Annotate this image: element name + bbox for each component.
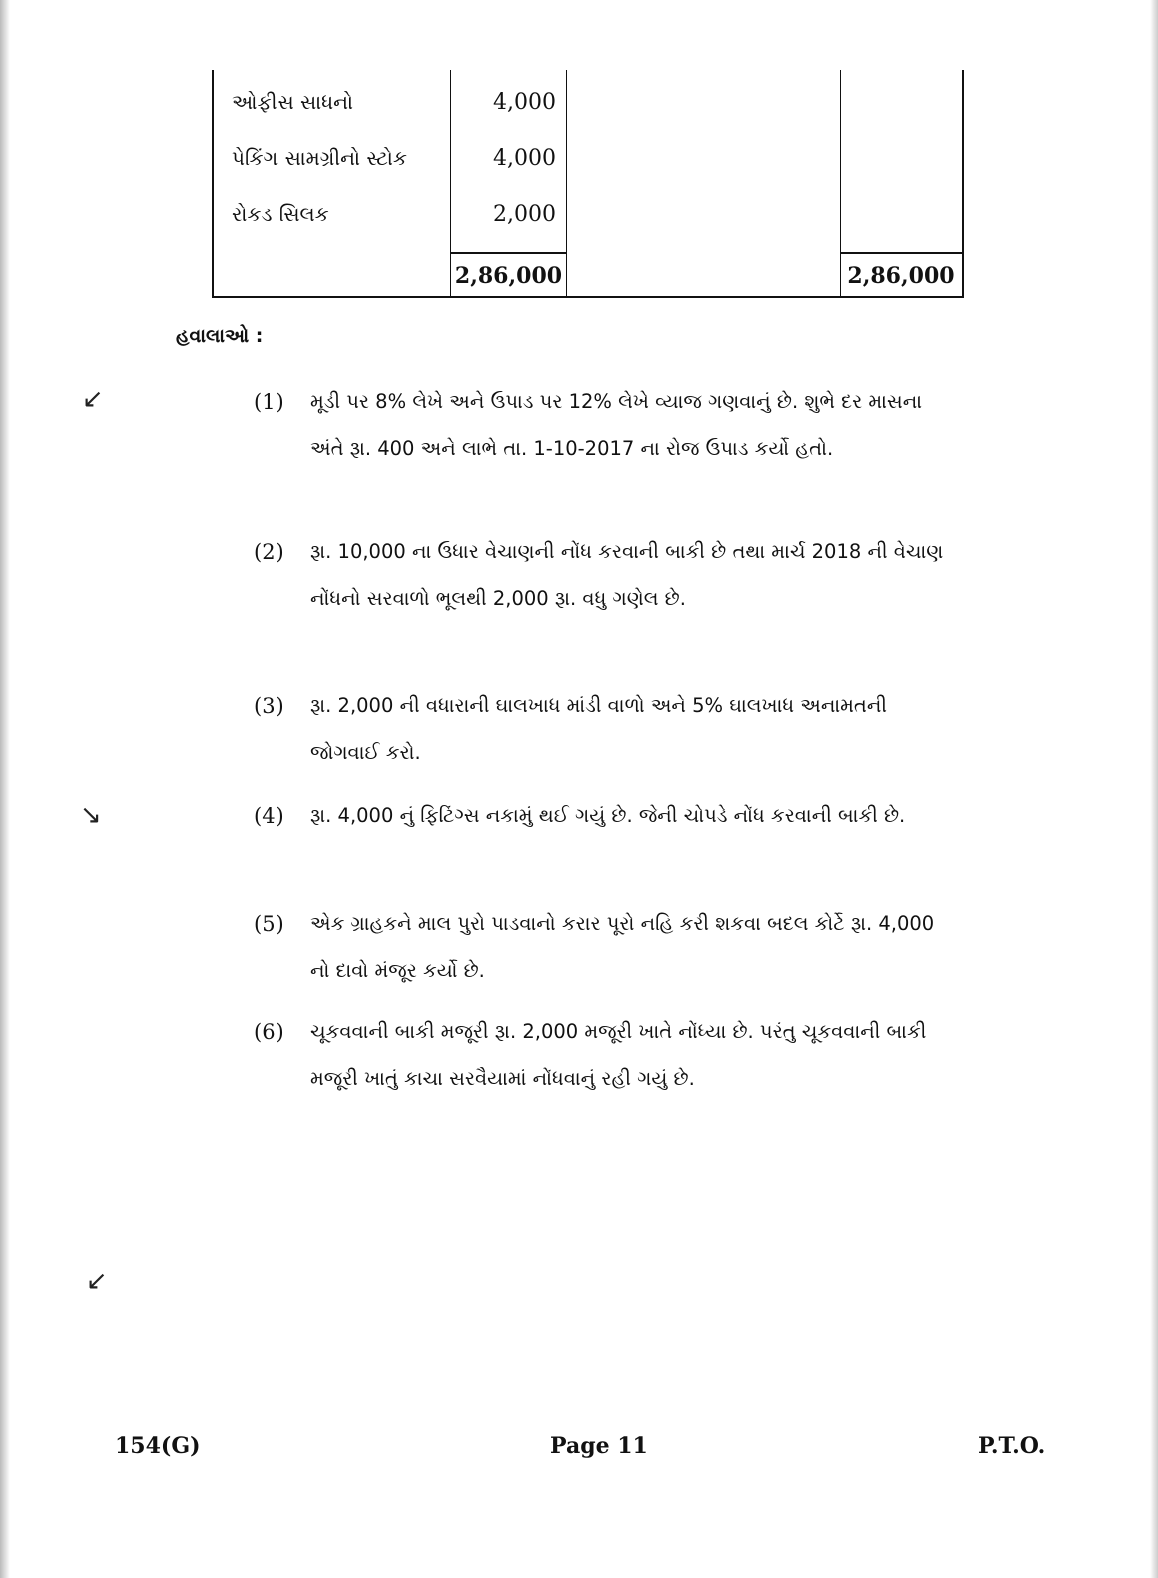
note-number: (2): [254, 540, 284, 564]
note-number: (1): [254, 390, 284, 414]
note-item: [254, 1020, 954, 1110]
please-turn-over: P.T.O.: [978, 1433, 1046, 1459]
note-text: રૂા. 2,000 ની વધારાની ઘાલખાધ માંડી વાળો અને 5% ઘાલખાધ અનામતની જોગવાઈ કરો.: [310, 694, 887, 764]
table-row: [214, 80, 962, 124]
note-item: [254, 540, 954, 670]
page-number: Page 11: [550, 1433, 648, 1459]
table-row: [214, 192, 962, 236]
note-text: રૂા. 4,000 નું ફિટિંગ્સ નકામું થઈ ગયું છે. જેની ચોપડે નોંધ કરવાની બાકી છે.: [310, 804, 906, 827]
notes-heading: હવાલાઓ :: [176, 325, 264, 347]
pen-tick-mark: ↘: [80, 800, 102, 830]
total-right: 2,86,000: [840, 252, 962, 298]
pen-tick-mark: ↙: [86, 1266, 108, 1296]
paper-code: 154(G): [115, 1433, 201, 1459]
note-text: એક ગ્રાહકને માલ પુરો પાડવાનો કરાર પૂરો નહિ કરી શકવા બદલ કોર્ટે રૂા. 4,000 નો દાવો મંજૂર કર્યો છે.: [310, 912, 935, 982]
scan-edge-left: [0, 0, 10, 1578]
balance-table: [212, 70, 964, 298]
note-text: રૂા. 10,000 ના ઉધાર વેચાણની નોંધ કરવાની બાકી છે તથા માર્ચ 2018 ની વેચાણ નોંધનો સરવાળો ભૂલથી 2,000 રૂા. વધુ ગણેલ છે.: [310, 540, 944, 610]
note-item: [254, 390, 954, 520]
note-text: મૂડી પર 8% લેખે અને ઉપાડ પર 12% લેખે વ્યાજ ગણવાનું છે. શુભે દર માસના અંતે રૂા. 400 અને લાભે તા. 1-10-2017 ના રોજ ઉપાડ કર્યો હતો.: [310, 390, 923, 460]
note-number: (4): [254, 804, 284, 828]
row-amount: 4,000: [493, 145, 556, 171]
row-amount: 4,000: [493, 89, 556, 115]
note-number: (3): [254, 694, 284, 718]
scan-edge-right: [1150, 0, 1158, 1578]
note-item: [254, 694, 954, 784]
row-amount: 2,000: [493, 201, 556, 227]
note-number: (6): [254, 1020, 284, 1044]
pen-tick-mark: ↙: [82, 384, 104, 414]
row-particular: ઓફીસ સાધનો: [232, 90, 353, 114]
note-text: ચૂકવવાની બાકી મજૂરી રૂા. 2,000 મજૂરી ખાતે નોંધ્યા છે. પરંતુ ચૂકવવાની બાકી મજૂરી ખાતું કાચા સરવૈયામાં નોંધવાનું રહી ગયું છે.: [310, 1020, 927, 1090]
total-left: 2,86,000: [450, 252, 567, 298]
note-item: [254, 912, 954, 1002]
table-row: [214, 136, 962, 180]
note-number: (5): [254, 912, 284, 936]
note-item: [254, 804, 954, 894]
row-particular: પેકિંગ સામગ્રીનો સ્ટોક: [232, 146, 408, 170]
row-particular: રોકડ સિલક: [232, 202, 329, 226]
